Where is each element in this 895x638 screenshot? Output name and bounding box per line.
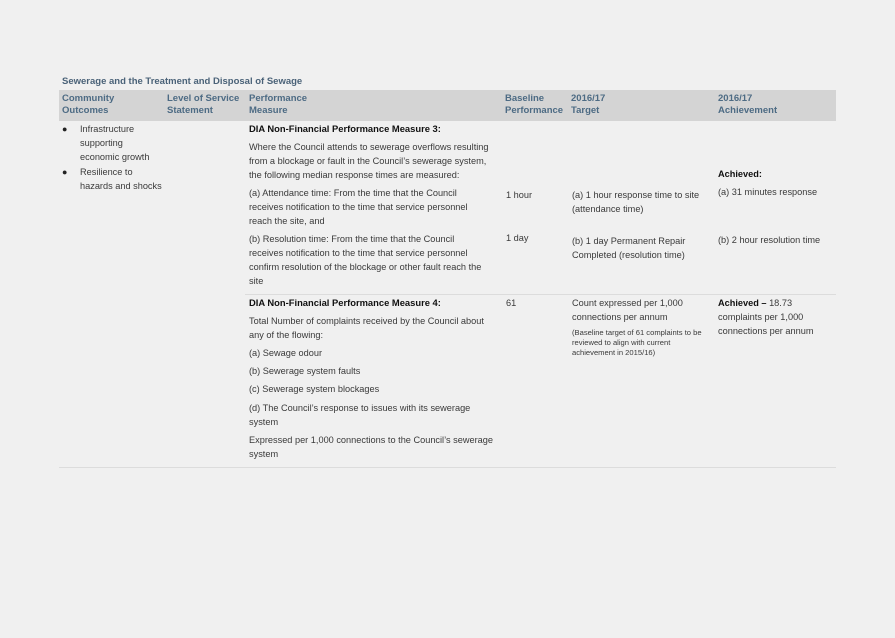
table-header — [59, 90, 836, 121]
header-baseline: Baseline Performance — [505, 93, 564, 116]
measure4-achievement: Achieved – 18.73 complaints per 1,000 connections per annum — [718, 298, 814, 336]
measure4-item-b: (b) Sewerage system faults — [249, 366, 361, 376]
measure4-target-note: (Baseline target of 61 complaints to be reviewed to align with current achievement in 2015/16) — [572, 328, 702, 357]
table-bottom-rule — [59, 467, 836, 468]
header-performance-measure: Performance Measure — [249, 93, 308, 116]
section-title: Sewerage and the Treatment and Disposal of Sewage — [62, 76, 303, 87]
measure3-b-achievement: (b) 2 hour resolution time — [718, 235, 821, 245]
outcome-infrastructure: Infrastructure supporting economic growth — [80, 124, 150, 162]
header-level-of-service: Level of Service Statement — [167, 93, 240, 116]
measure4-achieved-value: 18.73 — [766, 298, 793, 308]
measure3-a-achievement: (a) 31 minutes response — [718, 187, 818, 197]
measure3-a-baseline: 1 hour — [506, 190, 533, 200]
measure4-achieved-label: Achieved – — [718, 298, 767, 308]
measure3-a-text: (a) Attendance time: From the time that the Council receives notification to the time that service personnel reach the site, and — [249, 188, 468, 226]
measure4-intro: Total Number of complaints received by the Council about any of the flowing: — [249, 316, 484, 340]
measure3-title: DIA Non-Financial Performance Measure 3: — [249, 123, 441, 134]
bullet-icon: ● — [62, 124, 68, 134]
measure4-item-c: (c) Sewerage system blockages — [249, 384, 380, 394]
measure3-intro: Where the Council attends to sewerage overflows resulting from a blockage or fault in the Council’s sewerage system, the following median response times are measured: — [249, 142, 489, 180]
measure4-target: Count expressed per 1,000 connections per annum — [572, 298, 683, 322]
measure4-title: DIA Non-Financial Performance Measure 4: — [249, 297, 441, 308]
measure3-a-target: (a) 1 hour response time to site (attendance time) — [572, 190, 700, 214]
measure4-expressed: Expressed per 1,000 connections to the Council’s sewerage system — [249, 435, 493, 459]
measure3-b-baseline: 1 day — [506, 233, 529, 243]
row-divider — [245, 294, 836, 295]
header-community-outcomes: Community Outcomes — [62, 93, 115, 116]
measure4-item-d: (d) The Council’s response to issues with its sewerage system — [249, 403, 471, 427]
measure4-baseline: 61 — [506, 298, 517, 308]
header-achievement: 2016/17 Achievement — [718, 93, 778, 116]
measure3-b-text: (b) Resolution time: From the time that the Council receives notification to the time that service personnel confirm resolution of the blockage or other fault reach the site — [249, 234, 482, 286]
header-target: 2016/17 Target — [571, 93, 606, 116]
bullet-icon: ● — [62, 167, 68, 177]
measure3-b-target: (b) 1 day Permanent Repair Completed (resolution time) — [572, 236, 686, 260]
measure4-item-a: (a) Sewage odour — [249, 348, 323, 358]
measure3-achieved-label: Achieved: — [718, 169, 762, 179]
outcome-resilience: Resilience to hazards and shocks — [80, 167, 162, 191]
